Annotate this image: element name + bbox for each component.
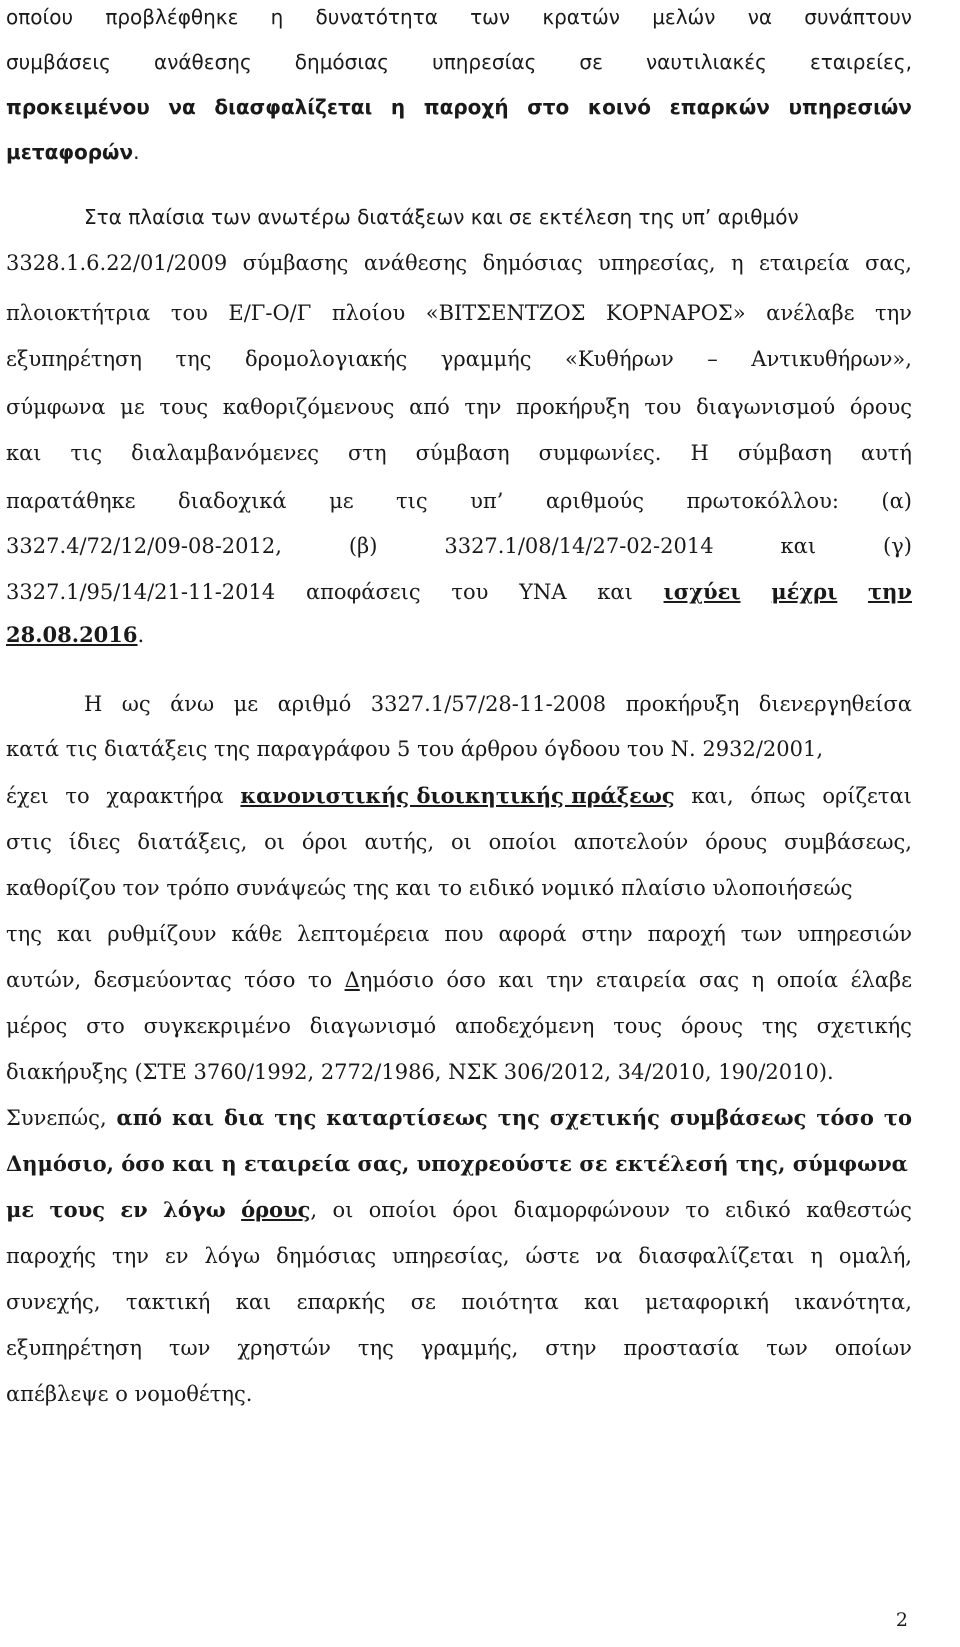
word: η	[270, 5, 284, 29]
word: υπ’	[470, 489, 504, 513]
word: έλαβε	[850, 968, 912, 992]
word: ανέλαβε	[766, 301, 855, 325]
word: τους	[613, 1014, 662, 1038]
word: αποφάσεις	[305, 580, 421, 604]
word: χρηστών	[237, 1336, 331, 1360]
word: και	[6, 441, 42, 465]
word: εταιρεία	[595, 968, 687, 992]
text-line	[6, 1333, 912, 1363]
word: αριθμούς	[545, 489, 645, 513]
word: παροχή	[647, 922, 726, 946]
word: να	[168, 95, 196, 119]
word: πλοιοκτήτρια	[6, 301, 151, 325]
word: οποίοι	[488, 830, 557, 854]
word: δυνατότητα	[315, 5, 438, 29]
word: κανονιστικής διοικητικής πράξεως	[240, 783, 675, 808]
word: των	[766, 1336, 808, 1360]
word: της	[175, 347, 212, 371]
word: διαδοχικά	[178, 489, 287, 513]
word: ανάθεσης	[154, 50, 252, 74]
word: χαρακτήρα	[106, 784, 224, 808]
word: η	[810, 1244, 823, 1268]
word: δεσμεύοντας	[93, 968, 232, 992]
word: εν	[164, 1244, 189, 1268]
word: αυτή	[860, 441, 912, 465]
text-line	[6, 1149, 912, 1179]
word: υπηρεσιών	[797, 922, 912, 946]
word: ώστε	[525, 1244, 580, 1268]
word: των	[168, 1336, 211, 1360]
text-line	[6, 486, 912, 516]
word: λεπτομέρεια	[297, 922, 430, 946]
word: τόσο	[816, 1105, 874, 1130]
word: εν	[120, 1197, 148, 1222]
word: εταιρείες,	[809, 50, 912, 74]
word: της	[761, 1014, 798, 1038]
word: γραμμής,	[420, 1336, 519, 1360]
word: αποτελούν	[573, 830, 689, 854]
word: όπως	[750, 784, 806, 808]
page-number: 2	[895, 1609, 908, 1631]
word: αυτών,	[6, 968, 82, 992]
word: και	[56, 922, 93, 946]
word: συμβάσεως,	[784, 830, 912, 854]
word: να	[595, 1244, 623, 1268]
word: προβλέφθηκε	[105, 5, 239, 29]
word: αυτής,	[364, 830, 435, 854]
word: ναυτιλιακές	[646, 50, 767, 74]
word: Η	[690, 441, 709, 465]
word: σχετικής	[549, 1105, 660, 1130]
word: το	[685, 1198, 710, 1222]
word: η	[390, 95, 406, 119]
word: την	[868, 579, 912, 604]
word: κρατών	[542, 5, 620, 29]
word: επαρκής	[296, 1290, 386, 1314]
word: οποίων	[834, 1336, 912, 1360]
word: τις	[396, 489, 428, 513]
text-line	[6, 965, 912, 995]
word: οι	[332, 1198, 354, 1222]
word: ,	[310, 1198, 318, 1222]
word: «Κυθήρων	[565, 347, 674, 371]
word: σε	[579, 50, 603, 74]
word: παρατάθηκε	[6, 489, 136, 513]
word: Δ	[344, 968, 360, 992]
word: σύμβαση	[737, 441, 832, 465]
word: συμβάσεις	[6, 50, 111, 74]
word: στη	[348, 441, 387, 465]
word: 3327.4/72/12/09-08-2012,	[6, 534, 282, 558]
text-line	[6, 620, 912, 650]
word: και	[597, 580, 633, 604]
word: στην	[581, 922, 633, 946]
word: Στα πλαίσια των ανωτέρω διατάξεων και σε εκτέλεση της υπ’ αριθμόν	[84, 205, 799, 229]
word: συνεχής,	[6, 1290, 101, 1314]
word: σε	[410, 1290, 436, 1314]
word: αποδεχόμενη	[454, 1014, 595, 1038]
word: και	[171, 1105, 215, 1130]
word: συμβάσεως	[669, 1105, 807, 1130]
word: οι	[264, 830, 286, 854]
word: υπηρεσίας,	[392, 1244, 510, 1268]
word: .	[137, 623, 145, 647]
word: ανάθεσης	[363, 251, 468, 275]
text-line	[6, 438, 912, 468]
word: εξυπηρέτηση	[6, 347, 142, 371]
word: διατάξεις,	[137, 830, 248, 854]
word: 3328.1.6.22/01/2009	[6, 251, 228, 275]
word: μεταφορών	[6, 140, 134, 164]
word: και	[780, 534, 817, 558]
word: καθοριζόμενους	[222, 395, 395, 419]
word: ίδιες	[68, 830, 121, 854]
word: προστασία	[623, 1336, 740, 1360]
word: όροι	[452, 1198, 499, 1222]
word: εξυπηρέτηση	[6, 1336, 142, 1360]
word: η	[731, 251, 744, 275]
text-line	[6, 689, 912, 719]
word: καθορίζου τον τρόπο συνάψεώς της και το ειδικό νομικό πλαίσιο υλοποιήσεώς	[6, 876, 853, 900]
word: οποία	[776, 968, 839, 992]
word: όρους	[849, 395, 912, 419]
word: σύμβασης	[242, 251, 349, 275]
word: διενεργηθείσα	[758, 692, 912, 716]
word: μέρος	[6, 1014, 68, 1038]
word: συνάπτουν	[804, 5, 912, 29]
word: της	[357, 1336, 394, 1360]
word: καταρτίσεως	[326, 1105, 488, 1130]
word: Ε/Γ-Ο/Γ	[228, 301, 312, 325]
text-line	[6, 1287, 912, 1317]
word: Δημόσιο, όσο και η εταιρεία σας, υποχρεούστε σε εκτέλεσή της, σύμφωνα	[6, 1151, 908, 1176]
word: δημόσιας	[276, 1244, 377, 1268]
word: από	[409, 395, 450, 419]
word: με	[6, 1197, 35, 1222]
word: ΥΝΑ	[519, 580, 567, 604]
word: τους	[49, 1197, 106, 1222]
word: την	[874, 301, 912, 325]
word: ως	[121, 692, 151, 716]
word: (γ)	[883, 534, 912, 558]
word: Συνεπώς,	[6, 1106, 107, 1130]
word: δημόσιας	[294, 50, 390, 74]
word: ικανότητα,	[794, 1290, 912, 1314]
word: ειδικό	[725, 1198, 791, 1222]
word: της	[497, 1105, 540, 1130]
word: διακήρυξης (ΣΤΕ 3760/1992, 2772/1986, ΝΣΚ 306/2012, 34/2010, 190/2010).	[6, 1060, 834, 1084]
word: το	[307, 968, 333, 992]
word: 3327.1/08/14/27-02-2014	[444, 534, 714, 558]
word: άνω	[170, 692, 215, 716]
word: ποιότητα	[461, 1290, 559, 1314]
word: μέχρι	[771, 579, 838, 604]
word: διαγωνισμού	[696, 395, 836, 419]
word: των	[470, 5, 511, 29]
word: λόγω	[163, 1197, 226, 1222]
word: ορίζεται	[822, 784, 912, 808]
word: υπηρεσίας	[432, 50, 537, 74]
word: τις	[70, 441, 103, 465]
word: ημόσιο	[359, 968, 434, 992]
word: 3327.1/95/14/21-11-2014	[6, 580, 276, 604]
word: οι	[450, 830, 472, 854]
word: διαμορφώνουν	[513, 1198, 671, 1222]
word: προκήρυξη	[625, 692, 740, 716]
text-line	[6, 202, 912, 232]
word: με	[120, 395, 145, 419]
word: δημόσιας	[482, 251, 583, 275]
text-line	[6, 137, 912, 167]
word: που	[444, 922, 484, 946]
text-line	[6, 734, 912, 764]
word: την	[464, 395, 502, 419]
word: αριθμό	[277, 692, 352, 716]
word: στην	[545, 1336, 597, 1360]
word: στο	[527, 95, 570, 119]
text-line	[6, 577, 912, 607]
word: υπηρεσίας,	[598, 251, 716, 275]
word: υπηρεσιών	[788, 95, 912, 119]
word: το	[65, 784, 90, 808]
word: παροχή	[423, 95, 509, 119]
word: της	[6, 922, 42, 946]
word: την	[111, 1244, 149, 1268]
word: κάθε	[231, 922, 283, 946]
word: το	[883, 1105, 912, 1130]
word: η	[751, 968, 765, 992]
word: τους	[159, 395, 209, 419]
word: προκειμένου	[6, 95, 150, 119]
text-line	[6, 781, 912, 811]
word: δια	[223, 1105, 265, 1130]
word: της	[274, 1105, 317, 1130]
word: με	[329, 489, 354, 513]
text-line	[6, 248, 912, 278]
word: οποίου	[6, 5, 74, 29]
word: οποίοι	[368, 1198, 437, 1222]
word: Αντικυθήρων»,	[751, 347, 912, 371]
word: έχει	[6, 784, 49, 808]
text-line	[6, 1241, 912, 1271]
word: όροι	[301, 830, 348, 854]
word: στο	[86, 1014, 125, 1038]
text-line	[6, 827, 912, 857]
word: σας,	[865, 251, 912, 275]
word: 3327.1/57/28-11-2008	[370, 692, 607, 716]
word: με	[233, 692, 259, 716]
word: των	[740, 922, 783, 946]
word: –	[707, 347, 718, 371]
word: .	[133, 140, 140, 164]
word: από	[116, 1105, 163, 1130]
word: του	[451, 580, 489, 604]
word: (α)	[881, 489, 912, 513]
text-line	[6, 1195, 912, 1225]
word: πλοίου	[331, 301, 406, 325]
word: στις	[6, 830, 52, 854]
word: συγκεκριμένο	[143, 1014, 291, 1038]
word: σχετικής	[816, 1014, 912, 1038]
text-line	[6, 919, 912, 949]
word: ομαλή,	[838, 1244, 912, 1268]
word: όρους	[680, 1014, 743, 1038]
word: καθεστώς	[806, 1198, 912, 1222]
word: κοινό	[587, 95, 652, 119]
word: την	[546, 968, 584, 992]
word: διαγωνισμό	[309, 1014, 437, 1038]
text-line	[6, 1379, 912, 1409]
word: απέβλεψε ο νομοθέτης.	[6, 1382, 253, 1406]
word: μεταφορική	[644, 1290, 769, 1314]
word: ισχύει	[663, 579, 741, 604]
word: μελών	[652, 5, 716, 29]
text-line	[6, 531, 912, 561]
text-line	[6, 1057, 912, 1087]
word: προκήρυξη	[515, 395, 630, 419]
word: του	[170, 301, 208, 325]
word: τόσο	[244, 968, 296, 992]
text-line	[6, 47, 912, 77]
word: σύμβαση	[415, 441, 510, 465]
word: 28.08.2016	[6, 622, 138, 647]
word: γραμμής	[440, 347, 532, 371]
word: πρωτοκόλλου:	[686, 489, 839, 513]
text-line	[6, 873, 912, 903]
word: Η	[84, 692, 103, 716]
word: σας	[698, 968, 740, 992]
word: τακτική	[125, 1290, 211, 1314]
word: δρομολογιακής	[244, 347, 408, 371]
word: (β)	[348, 534, 378, 558]
word: σύμφωνα	[6, 395, 106, 419]
word: του	[644, 395, 682, 419]
text-line	[6, 1011, 912, 1041]
text-line	[6, 392, 912, 422]
text-line	[6, 344, 912, 374]
text-line	[6, 92, 912, 122]
word: και,	[691, 784, 734, 808]
word: και	[498, 968, 534, 992]
word: «ΒΙΤΣΕΝΤΖΟΣ	[425, 301, 586, 325]
text-line	[6, 2, 912, 32]
word: ρυθμίζουν	[107, 922, 217, 946]
word: όρους	[241, 1197, 311, 1222]
word: επαρκών	[669, 95, 770, 119]
word: εταιρεία	[759, 251, 850, 275]
word: όσο	[446, 968, 486, 992]
word: διασφαλίζεται	[214, 95, 373, 119]
word: και	[584, 1290, 620, 1314]
word: παροχής	[6, 1244, 97, 1268]
word: να	[747, 5, 773, 29]
word: ΚΟΡΝΑΡΟΣ»	[606, 301, 746, 325]
word: διαλαμβανόμενες	[131, 441, 320, 465]
word: κατά τις διατάξεις της παραγράφου 5 του άρθρου όγδοου του Ν. 2932/2001,	[6, 737, 824, 761]
text-line	[6, 1103, 912, 1133]
word: διασφαλίζεται	[638, 1244, 795, 1268]
word: συμφωνίες.	[538, 441, 662, 465]
text-line	[6, 298, 912, 328]
word: και	[235, 1290, 272, 1314]
word: αφορά	[498, 922, 567, 946]
word: λόγω	[204, 1244, 261, 1268]
word: όρους	[705, 830, 768, 854]
